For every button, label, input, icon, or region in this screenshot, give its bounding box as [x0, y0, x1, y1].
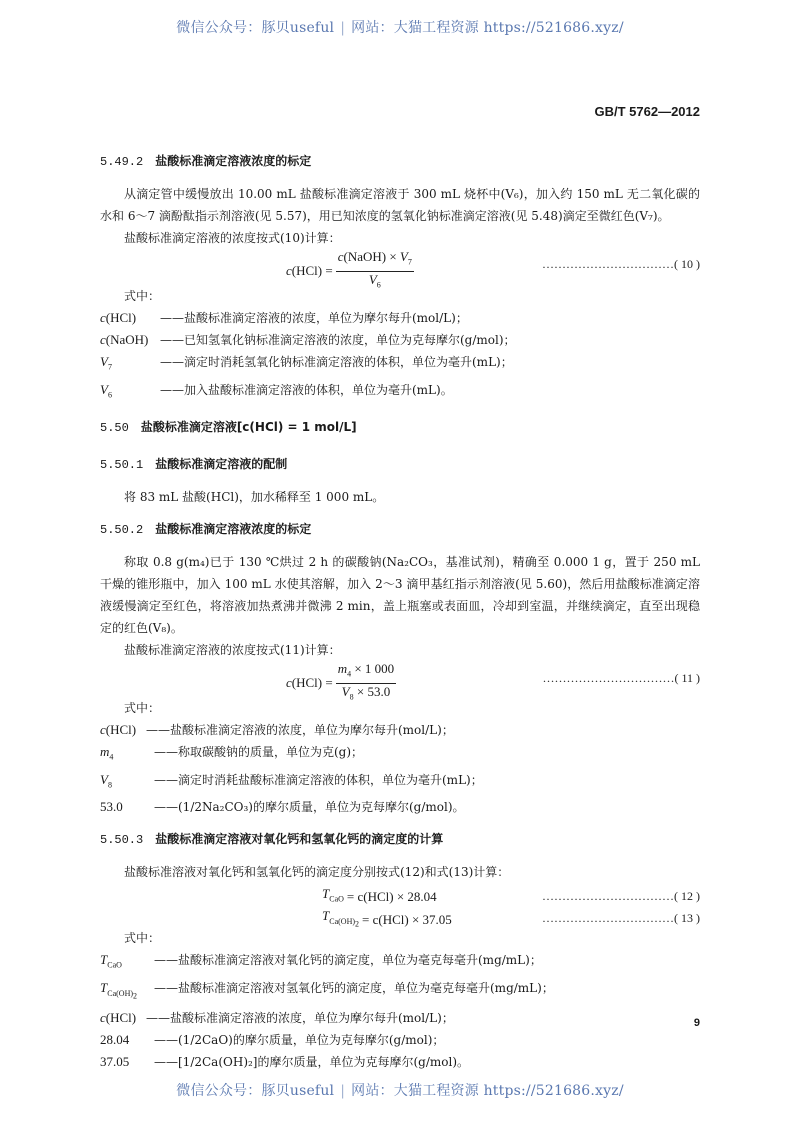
definition-item	[100, 351, 700, 379]
definition-symbol: $V_6$	[100, 381, 112, 400]
formula-13	[100, 905, 700, 927]
watermark-website: 网站：大猫工程资源 https://521686.xyz/	[351, 1083, 624, 1099]
definition-item	[100, 307, 700, 329]
definition-text: ——盐酸标准滴定溶液的浓度，单位为摩尔每升(mol/L)；	[146, 1011, 454, 1026]
document-body	[100, 150, 700, 1073]
definition-symbol: c(HCl)	[100, 722, 137, 738]
standard-code: GB/T 5762—2012	[594, 104, 700, 119]
paragraph: 盐酸标准溶液对氧化钙和氢氧化钙的滴定度分别按式(12)和式(13)计算：	[124, 865, 510, 880]
formula-12	[100, 883, 700, 905]
watermark-top	[0, 17, 800, 37]
definition-text: ——已知氢氧化钠标准滴定溶液的浓度，单位为克每摩尔(g/mol)；	[160, 333, 516, 347]
definition-symbol: c(HCl)	[100, 1010, 137, 1026]
numerator: $m_4 \times 1$ 000	[336, 661, 396, 684]
formula-lhs: c(HCl) =	[286, 263, 333, 279]
section-title: 盐酸标准滴定溶液浓度的标定	[155, 522, 312, 537]
definition-item	[100, 1029, 700, 1051]
denominator: $V_6$	[368, 271, 381, 290]
numerator: c(NaOH) × $V_7$	[336, 249, 414, 272]
definition-text: ——称取碳酸钠的质量，单位为克(g)；	[154, 745, 364, 760]
definition-symbol: 53.0	[100, 799, 123, 815]
page-number: 9	[693, 1017, 700, 1029]
section-title: 盐酸标准滴定溶液[c(HCl) = 1 mol/L]	[140, 420, 357, 435]
watermark-separator: |	[340, 20, 346, 36]
definition-text: ——(1/2CaO)的摩尔质量，单位为克每摩尔(g/mol)；	[154, 1033, 445, 1048]
paragraph: 称取 0.8 g(m₄)已于 130 ℃烘过 2 h 的碳酸钠(Na₂CO₃，基准试剂)，精确至 0.000 1 g，置于 250 mL 干燥的锥形瓶中，加入 100 mL 水使其溶解，加入 2～3 滴甲基红指示剂溶液(见 5.60)，然后用盐酸标准滴定溶液缓慢滴定至红色，将溶液加热煮沸并微沸 2 min，盖上瓶塞或表面皿，冷却到室温，并继续滴定，直至出现稳定的红色(V₈)。	[100, 555, 700, 636]
section-title: 盐酸标准滴定溶液浓度的标定	[155, 154, 312, 168]
definition-symbol: c(HCl)	[100, 310, 137, 325]
definition-text: ——[1/2Ca(OH)₂]的摩尔质量，单位为克每摩尔(g/mol)。	[154, 1055, 470, 1070]
definition-item	[100, 719, 700, 741]
definition-symbol: c(NaOH)	[100, 332, 149, 347]
definition-text: ——盐酸标准滴定溶液对氧化钙的滴定度，单位为毫克每毫升(mg/mL)；	[154, 953, 542, 968]
section-heading-5-49-2	[100, 150, 700, 173]
watermark-wechat: 微信公众号：豚贝useful	[176, 1083, 335, 1099]
fraction	[336, 661, 396, 705]
denominator: $V_8 \times 53.0$	[341, 683, 391, 702]
equation-number: ……………………………( 12 )	[542, 889, 700, 904]
definition-symbol: $V_8$	[100, 771, 112, 790]
section-heading-5-50-1	[100, 453, 700, 476]
paragraph: 盐酸标准滴定溶液的浓度按式(11)计算：	[124, 643, 341, 658]
formula-rhs: = c(HCl) × 28.04	[346, 889, 437, 905]
definition-item	[100, 1051, 700, 1073]
fraction	[336, 249, 414, 293]
definition-item	[100, 949, 700, 977]
watermark-wechat: 微信公众号：豚贝useful	[176, 20, 335, 36]
section-title: 盐酸标准滴定溶液的配制	[155, 457, 288, 472]
watermark-bottom	[0, 1080, 800, 1100]
equation-number: ……………………………( 13 )	[542, 911, 700, 926]
definition-item	[100, 329, 700, 351]
definition-symbol: 28.04	[100, 1032, 130, 1048]
definition-item	[100, 379, 700, 407]
definition-text: ——盐酸标准滴定溶液的浓度，单位为摩尔每升(mol/L)；	[160, 311, 468, 325]
definition-symbol: $V_7$	[100, 354, 112, 372]
definition-symbol: $T_{CaO}$	[100, 952, 122, 970]
definition-symbol: $T_{Ca(OH)_2}$	[100, 979, 138, 1001]
section-heading-5-50-3	[100, 828, 700, 851]
section-number: 5.50	[100, 421, 129, 436]
definition-text: ——滴定时消耗盐酸标准滴定溶液的体积，单位为毫升(mL)；	[154, 772, 483, 787]
definition-item	[100, 769, 700, 797]
section-heading-5-50	[100, 416, 700, 439]
formula-lhs: $T_{CaO}$	[322, 886, 344, 904]
definition-symbol: $m_4$	[100, 744, 114, 762]
definition-item	[100, 977, 700, 1007]
section-heading-5-50-2	[100, 518, 700, 541]
section-number: 5.50.2	[100, 523, 144, 538]
section-title: 盐酸标准滴定溶液对氧化钙和氢氧化钙的滴定度的计算	[155, 832, 444, 847]
paragraph: 从滴定管中缓慢放出 10.00 mL 盐酸标准滴定溶液于 300 mL 烧杯中(V₆)，加入约 150 mL 无二氧化碳的水和 6～7 滴酚酞指示剂溶液(见 5.57)，用已知浓度的氢氧化钠标准滴定溶液(见 5.48)滴定至微红色(V₇)。	[100, 187, 700, 223]
definition-text: ——(1/2Na₂CO₃)的摩尔质量，单位为克每摩尔(g/mol)。	[154, 800, 465, 815]
section-number: 5.49.2	[100, 155, 144, 169]
formula-lhs: $T_{Ca(OH)_2}$	[322, 908, 360, 929]
paragraph: 将 83 mL 盐酸(HCl)，加水稀释至 1 000 mL。	[124, 490, 385, 505]
equation-number: ……………………………( 11 )	[542, 671, 700, 686]
definition-item	[100, 1007, 700, 1029]
paragraph: 盐酸标准滴定溶液的浓度按式(10)计算：	[124, 231, 341, 245]
definition-item	[100, 741, 700, 769]
where-label: 式中：	[124, 289, 161, 303]
formula-rhs: = c(HCl) × 37.05	[362, 912, 452, 928]
equation-number: ……………………………( 10 )	[542, 257, 700, 271]
where-label: 式中：	[124, 931, 161, 946]
formula-11	[100, 661, 700, 702]
definition-text: ——加入盐酸标准滴定溶液的体积，单位为毫升(mL)。	[160, 382, 453, 397]
formula-lhs: c(HCl) =	[286, 675, 333, 691]
definition-text: ——滴定时消耗氢氧化钠标准滴定溶液的体积，单位为毫升(mL)；	[160, 355, 513, 369]
definition-text: ——盐酸标准滴定溶液的浓度，单位为摩尔每升(mol/L)；	[146, 723, 454, 738]
where-label: 式中：	[124, 701, 161, 716]
section-number: 5.50.3	[100, 833, 144, 848]
formula-10	[100, 249, 700, 290]
watermark-website: 网站：大猫工程资源 https://521686.xyz/	[351, 20, 624, 36]
section-number: 5.50.1	[100, 458, 144, 473]
watermark-separator: |	[340, 1083, 346, 1099]
definition-item	[100, 796, 700, 818]
definition-text: ——盐酸标准滴定溶液对氢氧化钙的滴定度，单位为毫克每毫升(mg/mL)；	[154, 980, 554, 995]
definition-symbol: 37.05	[100, 1054, 130, 1070]
